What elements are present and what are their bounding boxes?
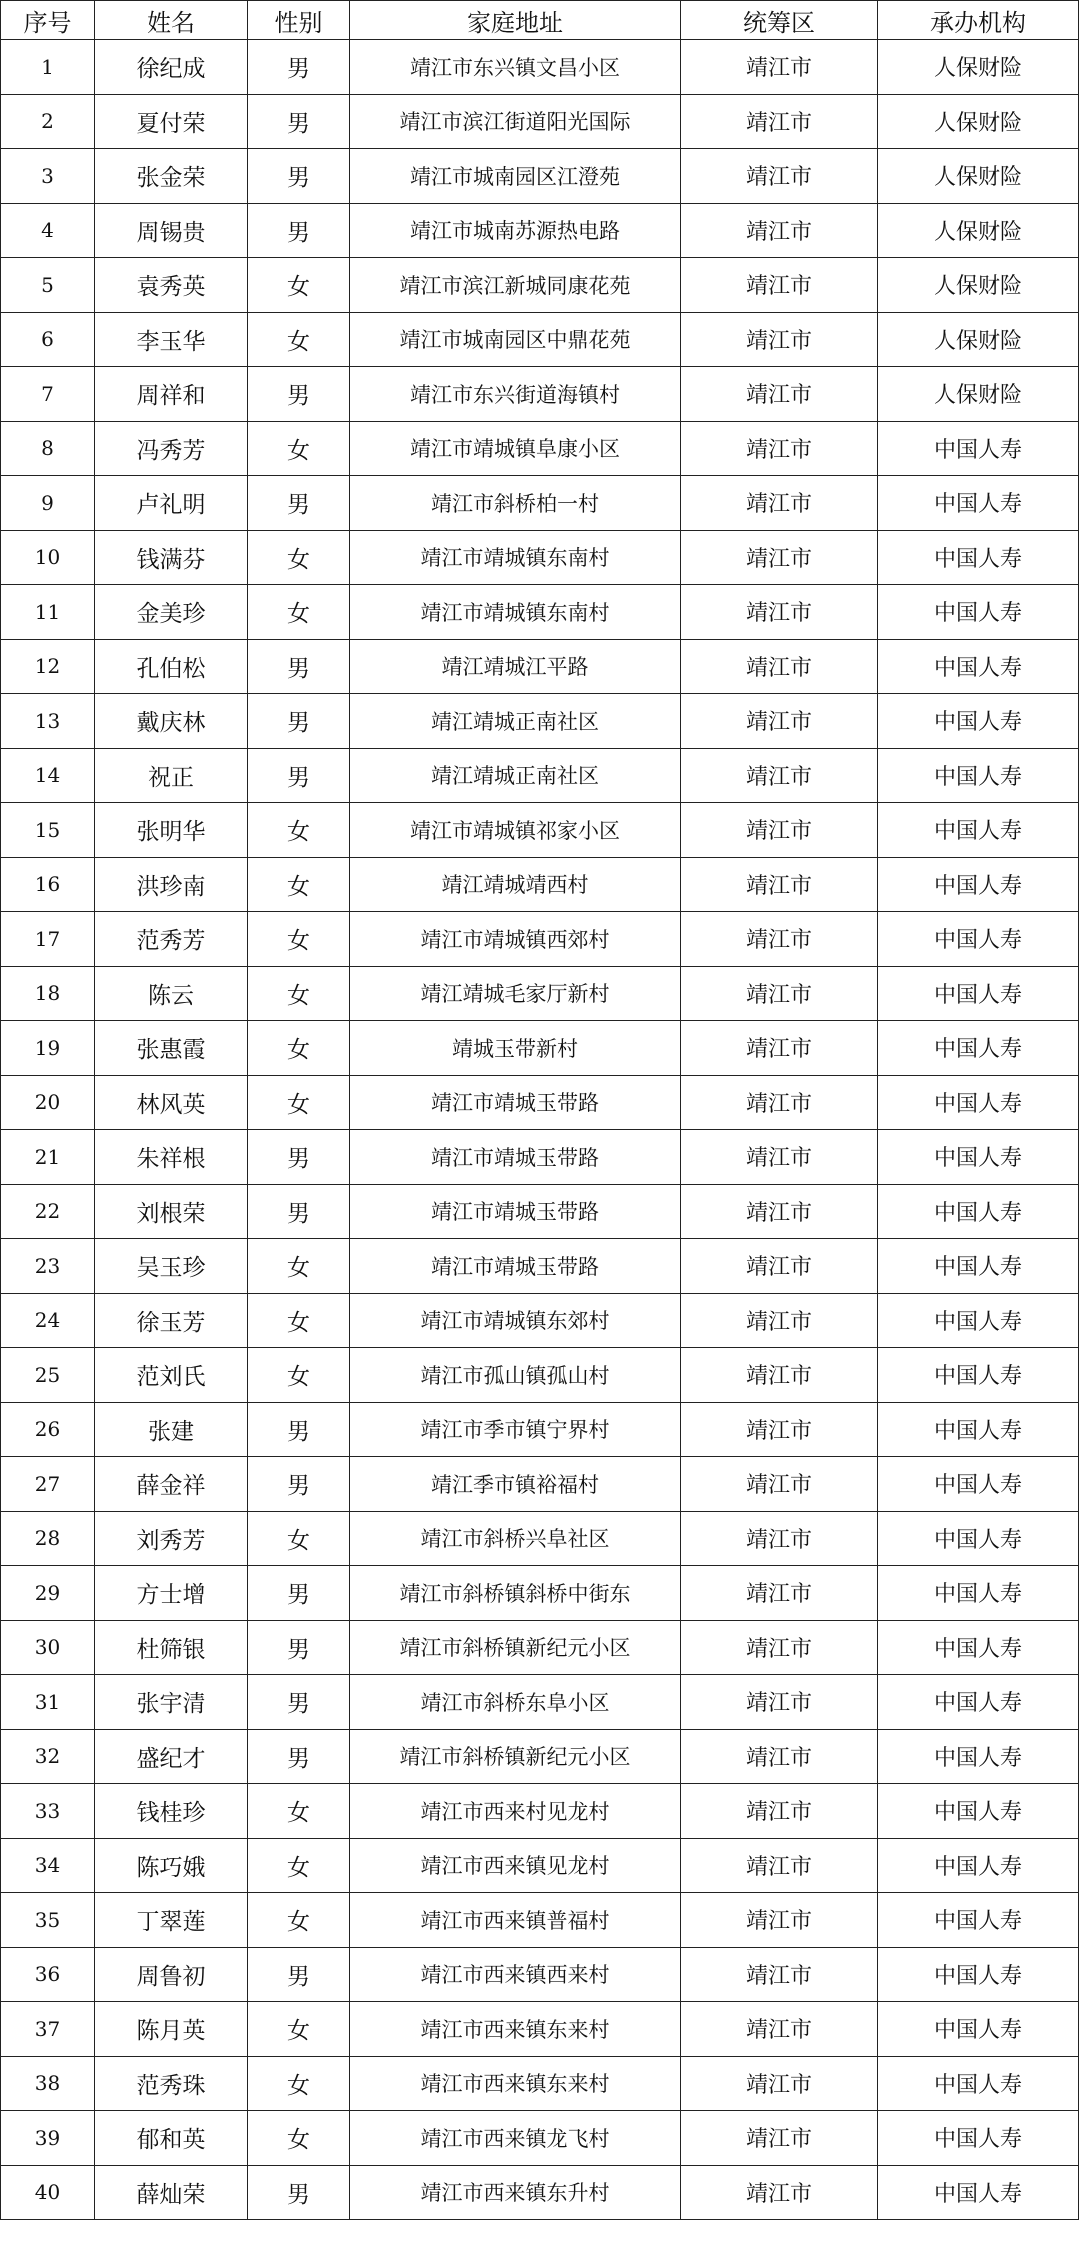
cell-organization: 中国人寿 — [878, 694, 1079, 749]
cell-index: 15 — [1, 803, 95, 858]
table-row — [1, 803, 1079, 858]
cell-index: 16 — [1, 857, 95, 912]
cell-address: 靖江市滨江街道阳光国际 — [350, 94, 681, 149]
cell-organization: 中国人寿 — [878, 1130, 1079, 1185]
cell-index: 5 — [1, 258, 95, 313]
cell-address: 靖江市斜桥东阜小区 — [350, 1675, 681, 1730]
cell-district: 靖江市 — [681, 1457, 878, 1512]
table-row — [1, 149, 1079, 204]
cell-district: 靖江市 — [681, 1511, 878, 1566]
cell-organization: 人保财险 — [878, 149, 1079, 204]
cell-index: 24 — [1, 1293, 95, 1348]
cell-organization: 中国人寿 — [878, 1620, 1079, 1675]
cell-organization: 人保财险 — [878, 40, 1079, 95]
cell-district: 靖江市 — [681, 2002, 878, 2057]
cell-index: 31 — [1, 1675, 95, 1730]
cell-district: 靖江市 — [681, 803, 878, 858]
table-row — [1, 1075, 1079, 1130]
cell-gender: 男 — [248, 1402, 350, 1457]
cell-organization: 人保财险 — [878, 367, 1079, 422]
cell-gender: 女 — [248, 803, 350, 858]
cell-gender: 女 — [248, 1239, 350, 1294]
table-row — [1, 1130, 1079, 1185]
cell-district: 靖江市 — [681, 1402, 878, 1457]
cell-organization: 中国人寿 — [878, 421, 1079, 476]
cell-address: 靖江市斜桥镇新纪元小区 — [350, 1729, 681, 1784]
cell-organization: 中国人寿 — [878, 1021, 1079, 1076]
cell-name: 张惠霞 — [95, 1021, 248, 1076]
cell-name: 盛纪才 — [95, 1729, 248, 1784]
cell-district: 靖江市 — [681, 1021, 878, 1076]
cell-address: 靖江市靖城镇东郊村 — [350, 1293, 681, 1348]
cell-gender: 男 — [248, 1947, 350, 2002]
cell-address: 靖江靖城靖西村 — [350, 857, 681, 912]
cell-address: 靖江市西来镇见龙村 — [350, 1838, 681, 1893]
cell-organization: 中国人寿 — [878, 857, 1079, 912]
cell-name: 范刘氏 — [95, 1348, 248, 1403]
cell-gender: 女 — [248, 2056, 350, 2111]
cell-gender: 男 — [248, 748, 350, 803]
cell-name: 周锡贵 — [95, 203, 248, 258]
cell-name: 陈月英 — [95, 2002, 248, 2057]
table-row — [1, 1293, 1079, 1348]
cell-index: 23 — [1, 1239, 95, 1294]
cell-gender: 女 — [248, 1348, 350, 1403]
cell-index: 26 — [1, 1402, 95, 1457]
cell-index: 11 — [1, 585, 95, 640]
cell-organization: 中国人寿 — [878, 2165, 1079, 2220]
cell-organization: 人保财险 — [878, 312, 1079, 367]
cell-address: 靖江靖城江平路 — [350, 639, 681, 694]
cell-gender: 女 — [248, 1784, 350, 1839]
table-row — [1, 2111, 1079, 2166]
cell-gender: 男 — [248, 94, 350, 149]
cell-name: 钱满芬 — [95, 530, 248, 585]
cell-gender: 女 — [248, 1511, 350, 1566]
cell-address: 靖江市孤山镇孤山村 — [350, 1348, 681, 1403]
cell-index: 35 — [1, 1893, 95, 1948]
cell-address: 靖江靖城正南社区 — [350, 748, 681, 803]
cell-gender: 女 — [248, 585, 350, 640]
cell-district: 靖江市 — [681, 367, 878, 422]
cell-name: 刘根荣 — [95, 1184, 248, 1239]
cell-index: 20 — [1, 1075, 95, 1130]
cell-district: 靖江市 — [681, 1675, 878, 1730]
cell-name: 孔伯松 — [95, 639, 248, 694]
cell-name: 吴玉珍 — [95, 1239, 248, 1294]
cell-organization: 中国人寿 — [878, 803, 1079, 858]
cell-organization: 中国人寿 — [878, 1784, 1079, 1839]
table-row — [1, 258, 1079, 313]
cell-gender: 女 — [248, 1293, 350, 1348]
cell-name: 陈巧娥 — [95, 1838, 248, 1893]
cell-address: 靖江市靖城镇东南村 — [350, 530, 681, 585]
cell-organization: 中国人寿 — [878, 1239, 1079, 1294]
cell-index: 19 — [1, 1021, 95, 1076]
cell-index: 36 — [1, 1947, 95, 2002]
cell-district: 靖江市 — [681, 1729, 878, 1784]
table-row — [1, 966, 1079, 1021]
cell-address: 靖江市靖城镇祁家小区 — [350, 803, 681, 858]
cell-district: 靖江市 — [681, 94, 878, 149]
table-row — [1, 94, 1079, 149]
cell-organization: 中国人寿 — [878, 530, 1079, 585]
header-row — [1, 1, 1079, 40]
cell-organization: 中国人寿 — [878, 966, 1079, 1021]
cell-address: 靖江季市镇裕福村 — [350, 1457, 681, 1512]
cell-name: 周祥和 — [95, 367, 248, 422]
cell-district: 靖江市 — [681, 1947, 878, 2002]
table-row — [1, 476, 1079, 531]
cell-index: 8 — [1, 421, 95, 476]
cell-district: 靖江市 — [681, 476, 878, 531]
cell-name: 张宇清 — [95, 1675, 248, 1730]
cell-name: 陈云 — [95, 966, 248, 1021]
header-organization: 承办机构 — [878, 1, 1079, 40]
cell-index: 34 — [1, 1838, 95, 1893]
cell-organization: 中国人寿 — [878, 1729, 1079, 1784]
cell-gender: 男 — [248, 1184, 350, 1239]
cell-address: 靖江市斜桥镇新纪元小区 — [350, 1620, 681, 1675]
table-row — [1, 1348, 1079, 1403]
cell-name: 朱祥根 — [95, 1130, 248, 1185]
cell-name: 洪珍南 — [95, 857, 248, 912]
table-row — [1, 40, 1079, 95]
cell-index: 27 — [1, 1457, 95, 1512]
table-row — [1, 203, 1079, 258]
cell-gender: 男 — [248, 639, 350, 694]
cell-organization: 中国人寿 — [878, 639, 1079, 694]
cell-index: 18 — [1, 966, 95, 1021]
table-row — [1, 1402, 1079, 1457]
cell-gender: 女 — [248, 530, 350, 585]
cell-name: 冯秀芳 — [95, 421, 248, 476]
cell-gender: 女 — [248, 421, 350, 476]
cell-gender: 女 — [248, 1893, 350, 1948]
cell-gender: 女 — [248, 912, 350, 967]
cell-index: 32 — [1, 1729, 95, 1784]
cell-address: 靖江市靖城玉带路 — [350, 1184, 681, 1239]
cell-district: 靖江市 — [681, 2111, 878, 2166]
table-row — [1, 1457, 1079, 1512]
table-row — [1, 585, 1079, 640]
table-row — [1, 312, 1079, 367]
cell-organization: 中国人寿 — [878, 1947, 1079, 2002]
cell-district: 靖江市 — [681, 2056, 878, 2111]
cell-address: 靖江市季市镇宁界村 — [350, 1402, 681, 1457]
cell-district: 靖江市 — [681, 40, 878, 95]
cell-district: 靖江市 — [681, 966, 878, 1021]
cell-organization: 中国人寿 — [878, 1075, 1079, 1130]
cell-gender: 男 — [248, 1729, 350, 1784]
cell-index: 38 — [1, 2056, 95, 2111]
table-row — [1, 367, 1079, 422]
cell-address: 靖江靖城正南社区 — [350, 694, 681, 749]
cell-name: 卢礼明 — [95, 476, 248, 531]
cell-name: 李玉华 — [95, 312, 248, 367]
cell-name: 张建 — [95, 1402, 248, 1457]
cell-address: 靖江靖城毛家厅新村 — [350, 966, 681, 1021]
cell-district: 靖江市 — [681, 694, 878, 749]
cell-gender: 男 — [248, 367, 350, 422]
cell-address: 靖江市东兴镇文昌小区 — [350, 40, 681, 95]
cell-district: 靖江市 — [681, 1893, 878, 1948]
cell-name: 方士增 — [95, 1566, 248, 1621]
cell-district: 靖江市 — [681, 1566, 878, 1621]
cell-district: 靖江市 — [681, 1239, 878, 1294]
cell-gender: 男 — [248, 1566, 350, 1621]
cell-district: 靖江市 — [681, 1784, 878, 1839]
cell-gender: 女 — [248, 966, 350, 1021]
cell-organization: 中国人寿 — [878, 1893, 1079, 1948]
cell-name: 范秀芳 — [95, 912, 248, 967]
cell-organization: 中国人寿 — [878, 1566, 1079, 1621]
cell-organization: 中国人寿 — [878, 748, 1079, 803]
cell-index: 3 — [1, 149, 95, 204]
cell-gender: 男 — [248, 476, 350, 531]
table-row — [1, 1620, 1079, 1675]
header-index: 序号 — [1, 1, 95, 40]
cell-name: 徐玉芳 — [95, 1293, 248, 1348]
cell-name: 祝正 — [95, 748, 248, 803]
cell-index: 39 — [1, 2111, 95, 2166]
cell-district: 靖江市 — [681, 1130, 878, 1185]
cell-address: 靖江市靖城镇西郊村 — [350, 912, 681, 967]
header-name: 姓名 — [95, 1, 248, 40]
cell-name: 张金荣 — [95, 149, 248, 204]
cell-district: 靖江市 — [681, 149, 878, 204]
cell-organization: 中国人寿 — [878, 1838, 1079, 1893]
cell-district: 靖江市 — [681, 857, 878, 912]
cell-district: 靖江市 — [681, 1075, 878, 1130]
cell-organization: 中国人寿 — [878, 585, 1079, 640]
cell-organization: 中国人寿 — [878, 2111, 1079, 2166]
cell-organization: 中国人寿 — [878, 1511, 1079, 1566]
cell-address: 靖江市斜桥镇斜桥中街东 — [350, 1566, 681, 1621]
cell-district: 靖江市 — [681, 1838, 878, 1893]
table-row — [1, 530, 1079, 585]
cell-district: 靖江市 — [681, 1348, 878, 1403]
table-row — [1, 1947, 1079, 2002]
table-row — [1, 1675, 1079, 1730]
cell-gender: 男 — [248, 694, 350, 749]
cell-address: 靖江市城南园区中鼎花苑 — [350, 312, 681, 367]
cell-gender: 女 — [248, 1838, 350, 1893]
cell-index: 4 — [1, 203, 95, 258]
cell-index: 17 — [1, 912, 95, 967]
cell-district: 靖江市 — [681, 639, 878, 694]
table-row — [1, 1184, 1079, 1239]
cell-address: 靖江市东兴街道海镇村 — [350, 367, 681, 422]
cell-name: 周鲁初 — [95, 1947, 248, 2002]
cell-name: 刘秀芳 — [95, 1511, 248, 1566]
cell-address: 靖江市西来镇东升村 — [350, 2165, 681, 2220]
cell-district: 靖江市 — [681, 2165, 878, 2220]
cell-gender: 女 — [248, 1075, 350, 1130]
table-row — [1, 694, 1079, 749]
header-gender: 性别 — [248, 1, 350, 40]
table-row — [1, 1239, 1079, 1294]
cell-address: 靖江市滨江新城同康花苑 — [350, 258, 681, 313]
table-row — [1, 2165, 1079, 2220]
cell-organization: 中国人寿 — [878, 2056, 1079, 2111]
cell-address: 靖江市斜桥兴阜社区 — [350, 1511, 681, 1566]
cell-name: 丁翠莲 — [95, 1893, 248, 1948]
cell-index: 2 — [1, 94, 95, 149]
cell-index: 21 — [1, 1130, 95, 1185]
cell-organization: 中国人寿 — [878, 1348, 1079, 1403]
table-row — [1, 857, 1079, 912]
table-row — [1, 2056, 1079, 2111]
cell-address: 靖江市靖城镇阜康小区 — [350, 421, 681, 476]
cell-index: 9 — [1, 476, 95, 531]
cell-index: 1 — [1, 40, 95, 95]
cell-address: 靖江市城南园区江澄苑 — [350, 149, 681, 204]
cell-index: 22 — [1, 1184, 95, 1239]
cell-district: 靖江市 — [681, 421, 878, 476]
cell-gender: 女 — [248, 2002, 350, 2057]
cell-index: 13 — [1, 694, 95, 749]
cell-index: 14 — [1, 748, 95, 803]
cell-name: 薛金祥 — [95, 1457, 248, 1512]
cell-district: 靖江市 — [681, 748, 878, 803]
table-row — [1, 639, 1079, 694]
cell-address: 靖城玉带新村 — [350, 1021, 681, 1076]
cell-gender: 男 — [248, 149, 350, 204]
table-row — [1, 912, 1079, 967]
cell-index: 10 — [1, 530, 95, 585]
cell-gender: 女 — [248, 258, 350, 313]
cell-district: 靖江市 — [681, 912, 878, 967]
cell-district: 靖江市 — [681, 312, 878, 367]
cell-gender: 女 — [248, 312, 350, 367]
table-row — [1, 2002, 1079, 2057]
cell-organization: 中国人寿 — [878, 1402, 1079, 1457]
cell-organization: 中国人寿 — [878, 1184, 1079, 1239]
cell-address: 靖江市靖城玉带路 — [350, 1239, 681, 1294]
cell-district: 靖江市 — [681, 258, 878, 313]
cell-index: 7 — [1, 367, 95, 422]
cell-address: 靖江市西来镇东来村 — [350, 2056, 681, 2111]
cell-organization: 中国人寿 — [878, 912, 1079, 967]
cell-index: 29 — [1, 1566, 95, 1621]
cell-name: 夏付荣 — [95, 94, 248, 149]
cell-organization: 中国人寿 — [878, 476, 1079, 531]
cell-index: 12 — [1, 639, 95, 694]
cell-index: 33 — [1, 1784, 95, 1839]
cell-name: 范秀珠 — [95, 2056, 248, 2111]
cell-organization: 中国人寿 — [878, 1457, 1079, 1512]
table-row — [1, 1838, 1079, 1893]
cell-gender: 女 — [248, 857, 350, 912]
cell-name: 郁和英 — [95, 2111, 248, 2166]
cell-name: 袁秀英 — [95, 258, 248, 313]
cell-district: 靖江市 — [681, 1620, 878, 1675]
cell-gender: 女 — [248, 2111, 350, 2166]
cell-gender: 男 — [248, 1675, 350, 1730]
header-address: 家庭地址 — [350, 1, 681, 40]
table-row — [1, 1021, 1079, 1076]
cell-district: 靖江市 — [681, 203, 878, 258]
table-body — [1, 40, 1079, 2220]
cell-organization: 人保财险 — [878, 203, 1079, 258]
table-row — [1, 1729, 1079, 1784]
cell-name: 戴庆林 — [95, 694, 248, 749]
cell-gender: 男 — [248, 40, 350, 95]
cell-name: 薛灿荣 — [95, 2165, 248, 2220]
cell-district: 靖江市 — [681, 1184, 878, 1239]
header-district: 统筹区 — [681, 1, 878, 40]
table-row — [1, 748, 1079, 803]
cell-gender: 男 — [248, 2165, 350, 2220]
cell-index: 25 — [1, 1348, 95, 1403]
cell-gender: 男 — [248, 1130, 350, 1185]
table-row — [1, 1893, 1079, 1948]
cell-address: 靖江市西来村见龙村 — [350, 1784, 681, 1839]
cell-address: 靖江市西来镇西来村 — [350, 1947, 681, 2002]
cell-index: 28 — [1, 1511, 95, 1566]
cell-address: 靖江市斜桥柏一村 — [350, 476, 681, 531]
cell-organization: 中国人寿 — [878, 1675, 1079, 1730]
cell-index: 37 — [1, 2002, 95, 2057]
cell-district: 靖江市 — [681, 530, 878, 585]
cell-gender: 女 — [248, 1021, 350, 1076]
cell-address: 靖江市西来镇东来村 — [350, 2002, 681, 2057]
cell-index: 40 — [1, 2165, 95, 2220]
cell-index: 6 — [1, 312, 95, 367]
cell-organization: 中国人寿 — [878, 2002, 1079, 2057]
cell-organization: 中国人寿 — [878, 1293, 1079, 1348]
cell-name: 林风英 — [95, 1075, 248, 1130]
cell-address: 靖江市西来镇龙飞村 — [350, 2111, 681, 2166]
cell-name: 徐纪成 — [95, 40, 248, 95]
table-row — [1, 1784, 1079, 1839]
cell-address: 靖江市靖城玉带路 — [350, 1130, 681, 1185]
cell-address: 靖江市城南苏源热电路 — [350, 203, 681, 258]
cell-address: 靖江市靖城玉带路 — [350, 1075, 681, 1130]
cell-gender: 男 — [248, 1620, 350, 1675]
cell-name: 钱桂珍 — [95, 1784, 248, 1839]
cell-index: 30 — [1, 1620, 95, 1675]
table-row — [1, 1566, 1079, 1621]
table-header — [1, 1, 1079, 40]
table-row — [1, 421, 1079, 476]
cell-name: 张明华 — [95, 803, 248, 858]
cell-organization: 人保财险 — [878, 258, 1079, 313]
cell-address: 靖江市靖城镇东南村 — [350, 585, 681, 640]
cell-district: 靖江市 — [681, 1293, 878, 1348]
cell-address: 靖江市西来镇普福村 — [350, 1893, 681, 1948]
cell-organization: 人保财险 — [878, 94, 1079, 149]
cell-gender: 男 — [248, 1457, 350, 1512]
cell-name: 金美珍 — [95, 585, 248, 640]
table-row — [1, 1511, 1079, 1566]
cell-district: 靖江市 — [681, 585, 878, 640]
cell-gender: 男 — [248, 203, 350, 258]
cell-name: 杜筛银 — [95, 1620, 248, 1675]
